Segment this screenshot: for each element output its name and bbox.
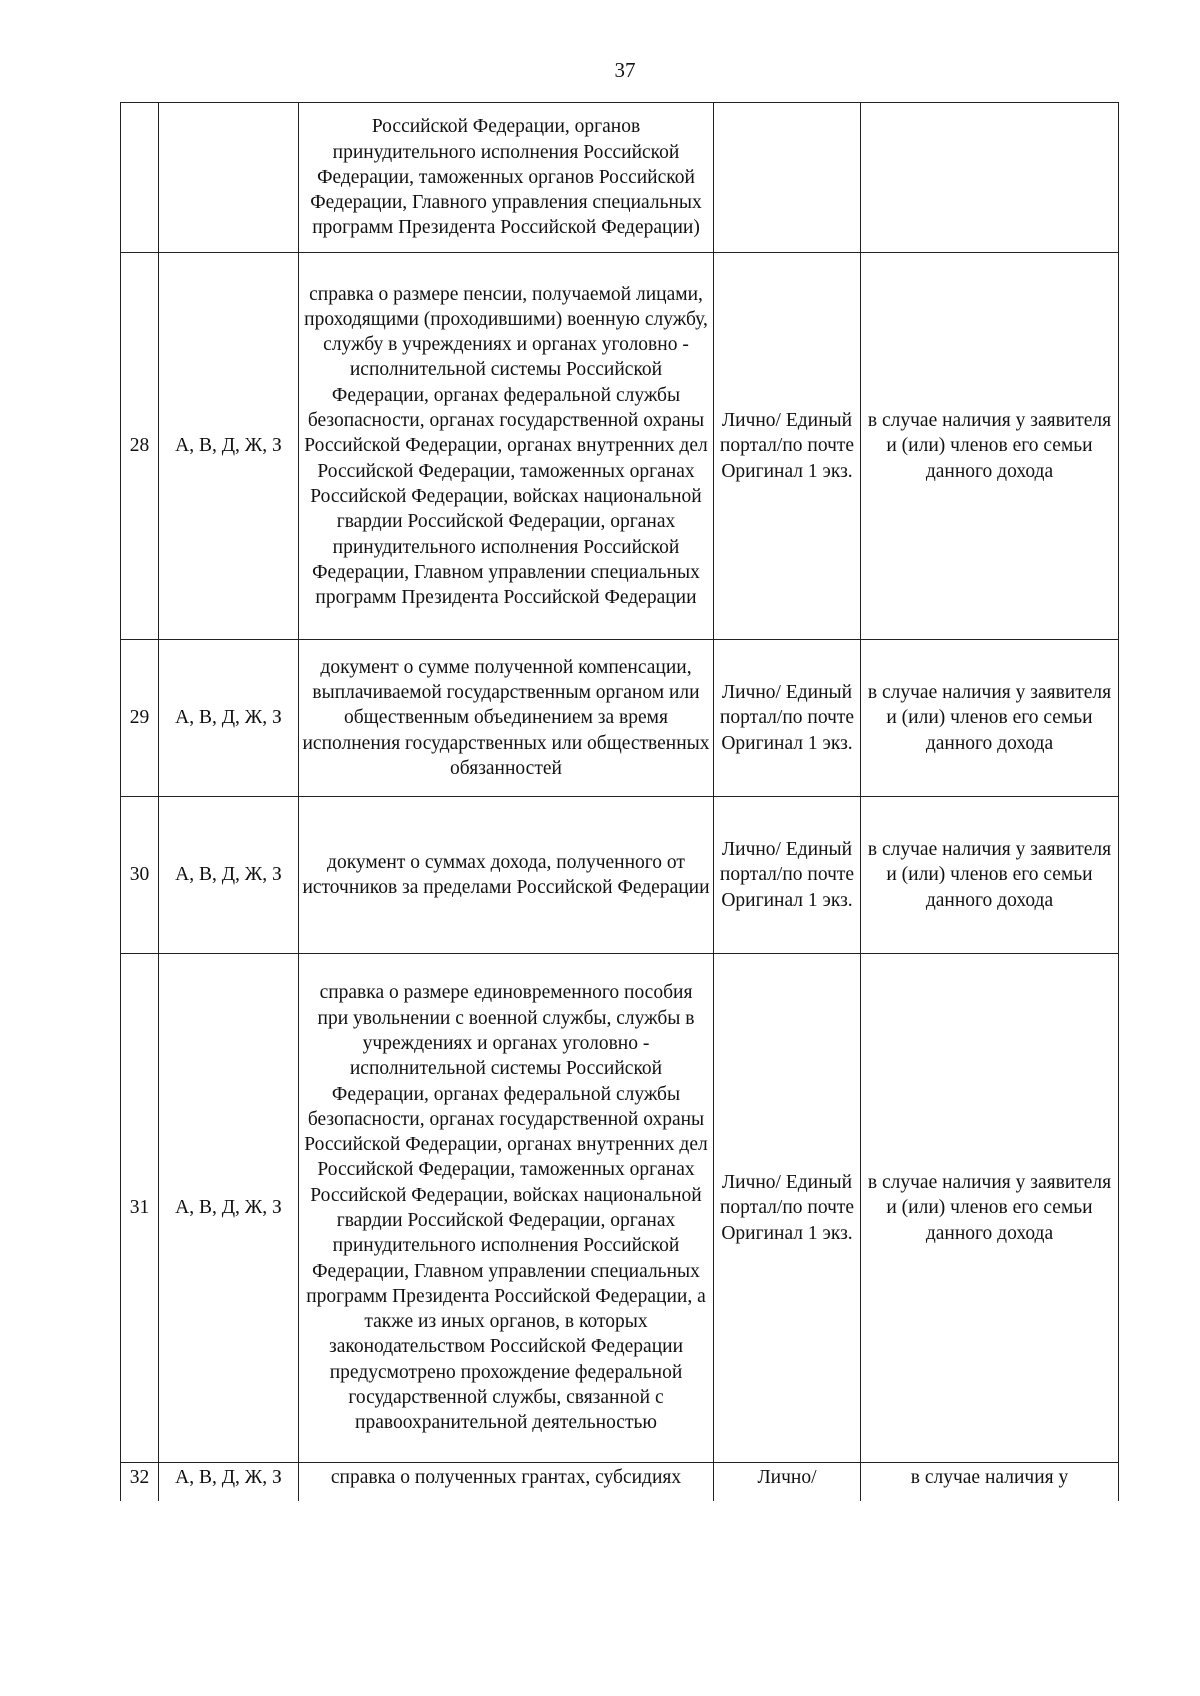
submission-form-cell: Лично/ Единый портал/по почте Оригинал 1 экз. xyxy=(714,954,861,1463)
document-cell: справка о размере единовременного пособия при увольнении с военной службы, службы в учреждениях и органах уголовно - исполнительной системы Российской Федерации, органах федеральной службы безопасности, органах государственной охраны Российской Федерации, органах внутренних дел Российской Федерации, таможенных органах Российской Федерации, войсках национальной гвардии Российской Федерации, органах принудительного исполнения Российской Федерации, Главном управлении специальных программ Президента Российской Федерации, а также из иных органов, в которых законодательством Российской Федерации предусмотрено прохождение федеральной государственной службы, связанной с правоохранительной деятельностью xyxy=(299,954,714,1463)
submission-form-cell: Лично/ xyxy=(714,1463,861,1501)
table-row xyxy=(121,640,1119,797)
table-row xyxy=(121,253,1119,640)
document-cell: документ о суммах дохода, полученного от источников за пределами Российской Федерации xyxy=(299,797,714,954)
categories-cell: А, В, Д, Ж, З xyxy=(159,253,299,640)
document-cell: справка о полученных грантах, субсидиях xyxy=(299,1463,714,1501)
page-number: 37 xyxy=(614,58,636,82)
row-number-cell: 29 xyxy=(121,640,159,797)
note-cell: в случае наличия у заявителя и (или) членов его семьи данного дохода xyxy=(861,797,1119,954)
table-row xyxy=(121,797,1119,954)
row-number-cell: 31 xyxy=(121,954,159,1463)
categories-cell: А, В, Д, Ж, З xyxy=(159,640,299,797)
submission-form-cell: Лично/ Единый портал/по почте Оригинал 1 экз. xyxy=(714,797,861,954)
categories-cell: А, В, Д, Ж, З xyxy=(159,1463,299,1501)
row-number-cell: 32 xyxy=(121,1463,159,1501)
table-row xyxy=(121,1463,1119,1501)
documents-table xyxy=(120,102,1119,1501)
table-row xyxy=(121,103,1119,253)
document-cell: документ о сумме полученной компенсации, выплачиваемой государственным органом или общественным объединением за время исполнения государственных или общественных обязанностей xyxy=(299,640,714,797)
note-cell: в случае наличия у заявителя и (или) членов его семьи данного дохода xyxy=(861,253,1119,640)
note-cell xyxy=(861,103,1119,253)
note-cell: в случае наличия у заявителя и (или) членов его семьи данного дохода xyxy=(861,954,1119,1463)
submission-form-cell xyxy=(714,103,861,253)
submission-form-cell: Лично/ Единый портал/по почте Оригинал 1 экз. xyxy=(714,253,861,640)
note-cell: в случае наличия у xyxy=(861,1463,1119,1501)
categories-cell xyxy=(159,103,299,253)
row-number-cell: 30 xyxy=(121,797,159,954)
note-cell: в случае наличия у заявителя и (или) членов его семьи данного дохода xyxy=(861,640,1119,797)
categories-cell: А, В, Д, Ж, З xyxy=(159,954,299,1463)
submission-form-cell: Лично/ Единый портал/по почте Оригинал 1 экз. xyxy=(714,640,861,797)
row-number-cell xyxy=(121,103,159,253)
row-number-cell: 28 xyxy=(121,253,159,640)
categories-cell: А, В, Д, Ж, З xyxy=(159,797,299,954)
document-cell: справка о размере пенсии, получаемой лицами, проходящими (проходившими) военную службу, службу в учреждениях и органах уголовно - исполнительной системы Российской Федерации, органах федеральной службы безопасности, органах государственной охраны Российской Федерации, органах внутренних дел Российской Федерации, таможенных органах Российской Федерации, войсках национальной гвардии Российской Федерации, органах принудительного исполнения Российской Федерации, Главном управлении специальных программ Президента Российской Федерации xyxy=(299,253,714,640)
table-row xyxy=(121,954,1119,1463)
document-cell: Российской Федерации, органов принудительного исполнения Российской Федерации, таможенных органов Российской Федерации, Главного управления специальных программ Президента Российской Федерации) xyxy=(299,103,714,253)
